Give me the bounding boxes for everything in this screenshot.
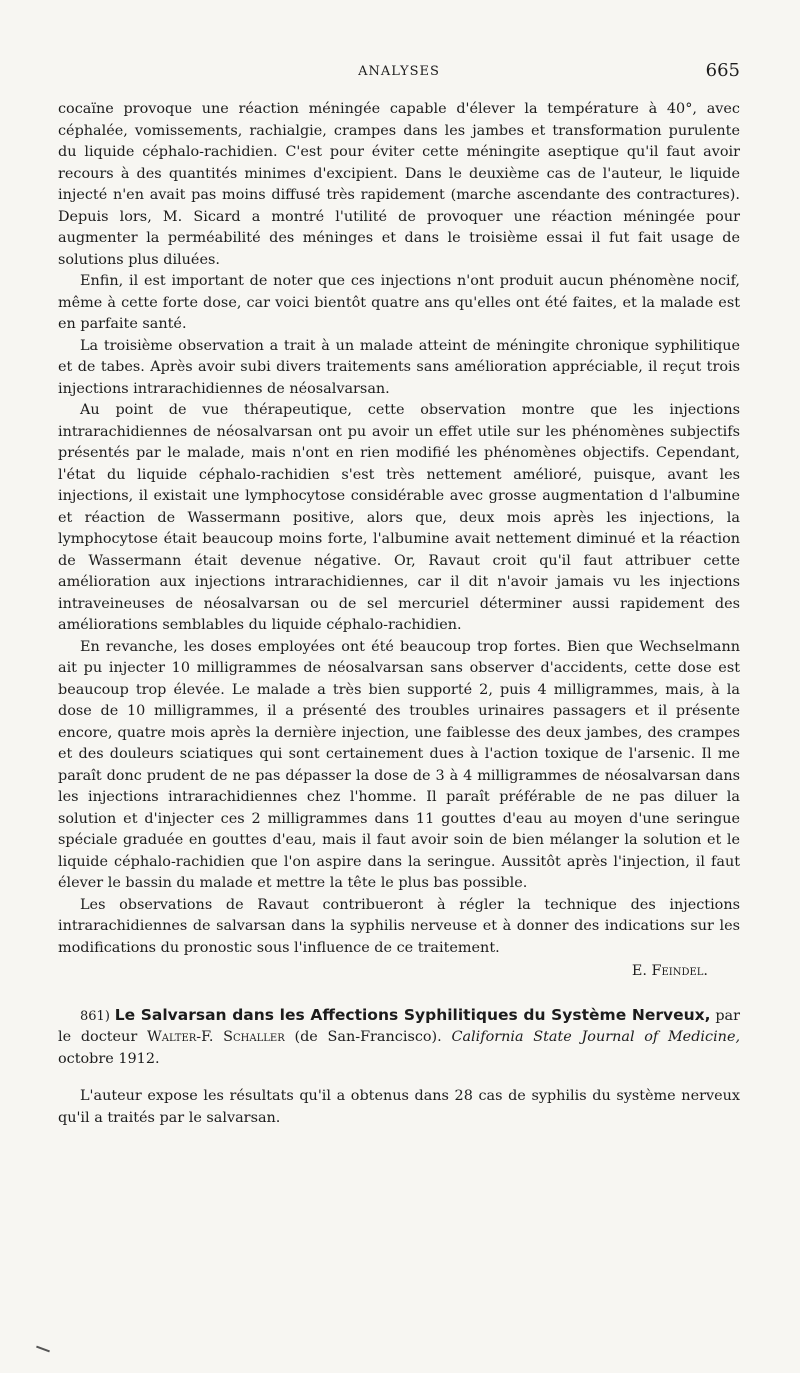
entry-journal: California State Journal of Medicine,: [451, 1029, 741, 1045]
entry-date: octobre 1912.: [58, 1050, 160, 1067]
paragraph: La troisième observation a trait à un malade atteint de méningite chronique syphilitique et de tabes. Après avoir subi divers traitements sans amélioration appréciable, il reçut trois injections intrarachidiennes de néosalvarsan.: [58, 337, 740, 397]
signature: E. Feindel.: [631, 963, 708, 979]
paragraph: cocaïne provoque une réaction méningée capable d'élever la température à 40°, avec céphalée, vomissements, rachialgie, crampes dans les jambes et transformation purulente du liquide céphalo-rachidien. C'est pour éviter cette méningite aseptique qu'il faut avoir recours à des quantités minimes d'excipient. Dans le deuxième cas de l'auteur, le liquide injecté n'en avait pas moins diffusé très rapidement (marche ascendante des contractures). Depuis lors, M. Sicard a montré l'utilité de provoquer une réaction méningée pour augmenter la perméabilité des méninges et dans le troisième essai il fut fait usage de solutions plus diluées.: [58, 101, 740, 268]
entry-author: Walter-F. Schaller: [146, 1029, 285, 1045]
entry-text: L'auteur expose les résultats qu'il a obtenus dans 28 cas de syphilis du système nerveux qu'il a traités par le salvarsan.: [58, 1088, 740, 1126]
page-header: [58, 60, 740, 84]
entry-title: Le Salvarsan dans les Affections Syphilitiques du Système Nerveux,: [114, 1005, 711, 1024]
running-title: ANALYSES: [358, 64, 440, 79]
entry-number: 861): [80, 1008, 110, 1024]
page-number: 665: [705, 60, 740, 81]
scan-mark: [36, 1346, 50, 1353]
paragraph: En revanche, les doses employées ont été beaucoup trop fortes. Bien que Wechselmann ait pu injecter 10 milligrammes de néosalvarsan sans observer d'accidents, cette dose est beaucoup trop élevée. Le malade a très bien supporté 2, puis 4 milligrammes, mais, à la dose de 10 milligrammes, il a présenté des troubles urinaires passagers et il présente encore, quatre mois après la dernière injection, une faiblesse des deux jambes, des crampes et des douleurs sciatiques qui sont certainement dues à l'action toxique de l'arsenic. Il me paraît donc prudent de ne pas dépasser la dose de 3 à 4 milligrammes de néosalvarsan dans les injections intrarachidiennes chez l'homme. Il paraît préférable de ne pas diluer la solution et d'injecter ces 2 milligrammes dans 11 gouttes d'eau au moyen d'une seringue spéciale graduée en gouttes d'eau, mais il faut avoir soin de bien mélanger la solution et le liquide céphalo-rachidien que l'on aspire dans la seringue. Aussitôt après l'injection, il faut élever le bassin du malade et mettre la tête le plus bas possible.: [58, 638, 740, 891]
paragraph: Au point de vue thérapeutique, cette observation montre que les injections intrarachidiennes de néosalvarsan ont pu avoir un effet utile sur les phénomènes subjectifs présentés par le malade, mais n'ont en rien modifié les phénomènes objectifs. Cependant, l'état du liquide céphalo-rachidien s'est très nettement amélioré, puisque, avant les injections, il existait une lymphocytose considérable avec grosse augmentation d l'albumine et réaction de Wassermann positive, alors que, deux mois après les injections, la lymphocytose était beaucoup moins forte, l'albumine avait nettement diminué et la réaction de Wassermann était devenue négative. Or, Ravaut croit qu'il faut attribuer cette amélioration aux injections intrarachidiennes, car il dit n'avoir jamais vu les injections intraveineuses de néosalvarsan ou de sel mercuriel déterminer aussi rapidement des améliorations semblables du liquide céphalo-rachidien.: [58, 402, 740, 633]
paragraph: Les observations de Ravaut contribueront à régler la technique des injections intrarachidiennes de salvarsan dans la syphilis nerveuse et à donner des indications sur les modifications du pronostic sous l'influence de ce traitement.: [58, 896, 740, 956]
entry-by-prefix: par le docteur: [58, 1007, 740, 1045]
entry-location: (de San-Francisco).: [294, 1029, 442, 1045]
paragraph: Enfin, il est important de noter que ces injections n'ont produit aucun phénomène nocif, même à cette forte dose, car voici bientôt quatre ans qu'elles ont été faites, et la malade est en parfaite santé.: [58, 273, 740, 332]
article-body: [58, 99, 740, 1129]
abstract-entry-heading: [58, 1005, 740, 1071]
